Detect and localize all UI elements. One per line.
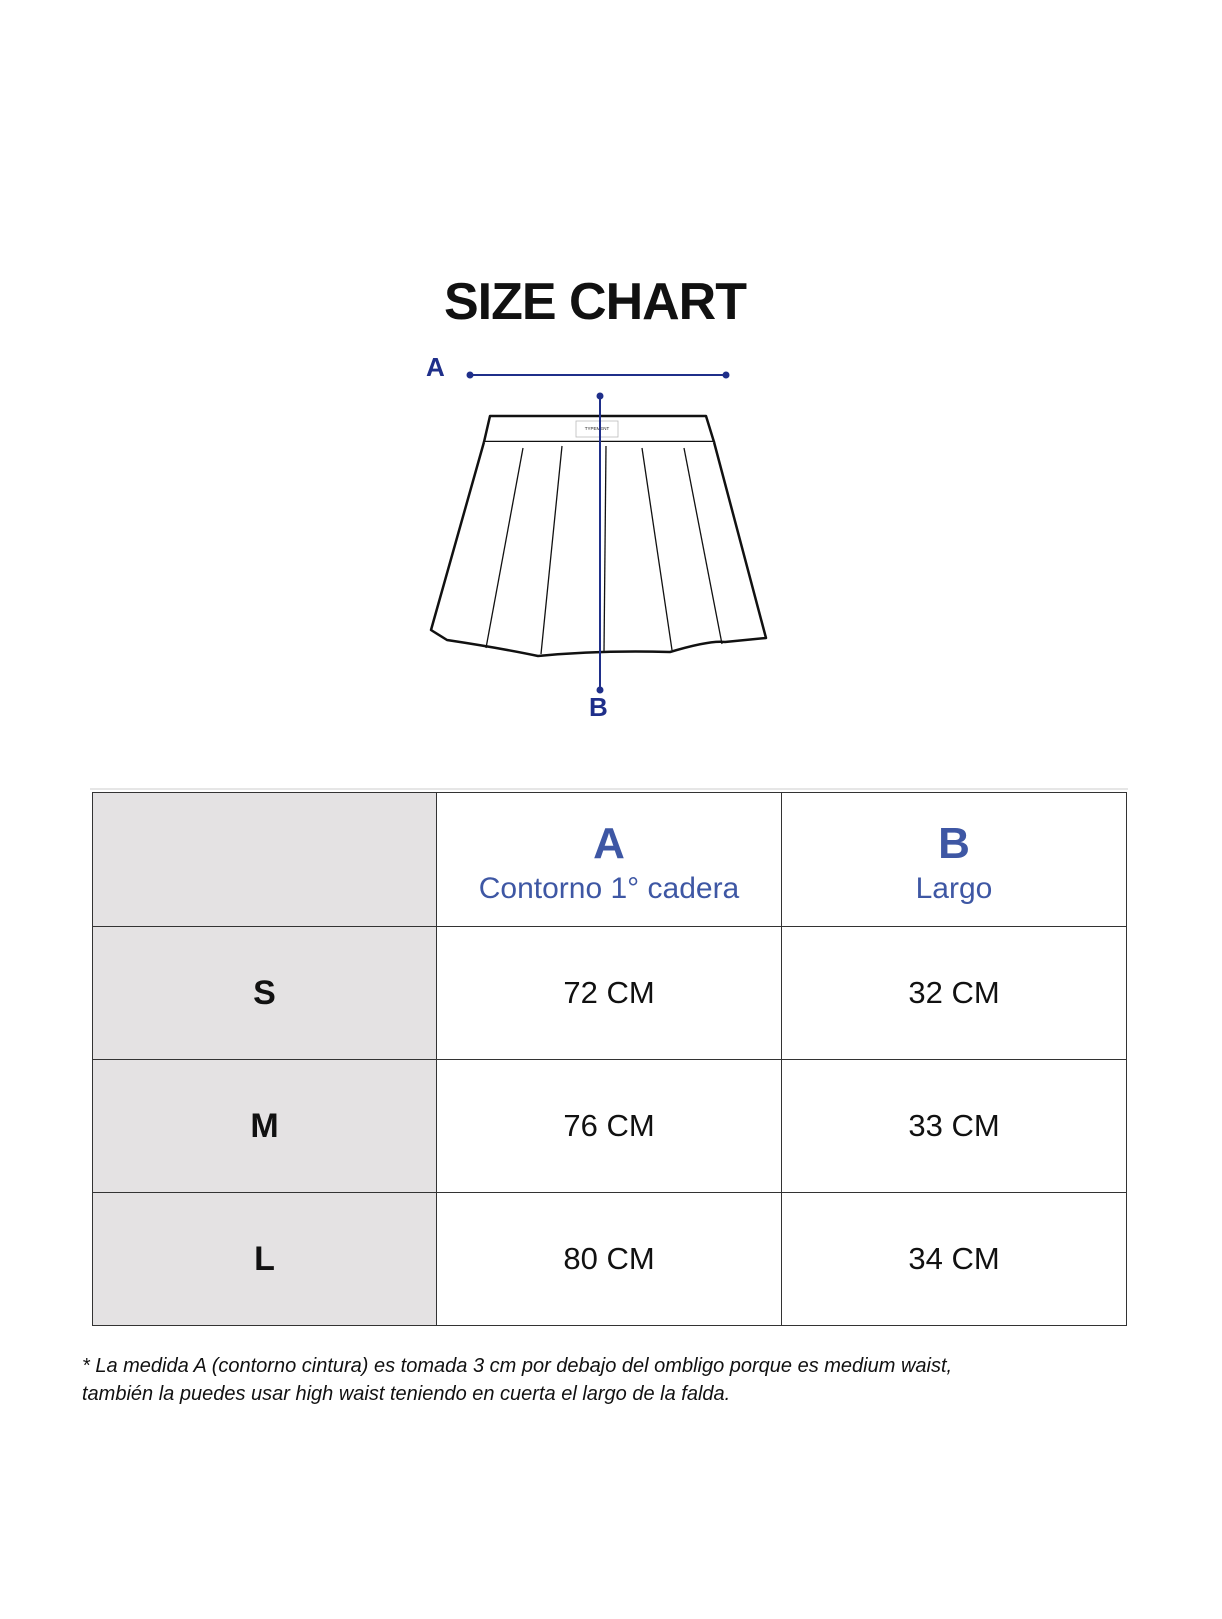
size-label: S — [93, 927, 437, 1060]
measure-label-a: A — [426, 352, 445, 382]
corner-cell — [93, 793, 437, 927]
footnote — [82, 1352, 1162, 1408]
table-header-row — [93, 793, 1127, 927]
brand-tag-text: TYPEMENT — [584, 426, 610, 431]
column-label: Contorno 1° cadera — [478, 871, 740, 905]
value-b: 33 CM — [782, 1060, 1127, 1193]
brand-tag — [576, 421, 618, 437]
skirt-illustration — [431, 416, 766, 656]
measure-line-a — [467, 372, 730, 379]
column-letter: B — [938, 818, 970, 868]
size-table — [92, 792, 1127, 1326]
table-row — [93, 1060, 1127, 1193]
page-title: SIZE CHART — [444, 273, 746, 331]
footnote-line: * La medida A (contorno cintura) es tomada 3 cm por debajo del ombligo porque es medium waist, — [82, 1355, 953, 1377]
divider — [90, 788, 1128, 790]
size-label: L — [93, 1193, 437, 1326]
skirt-diagram — [0, 0, 1222, 760]
column-header-a — [437, 793, 782, 927]
size-label: M — [93, 1060, 437, 1193]
value-a: 80 CM — [437, 1193, 782, 1326]
column-label: Largo — [915, 871, 993, 905]
footnote-line: también la puedes usar high waist teniendo en cuerta el largo de la falda. — [82, 1383, 731, 1405]
column-letter: A — [593, 818, 625, 868]
value-b: 32 CM — [782, 927, 1127, 1060]
value-a: 72 CM — [437, 927, 782, 1060]
table-row — [93, 1193, 1127, 1326]
measure-label-b: B — [589, 692, 608, 722]
value-a: 76 CM — [437, 1060, 782, 1193]
value-b: 34 CM — [782, 1193, 1127, 1326]
table-row — [93, 927, 1127, 1060]
column-header-b — [782, 793, 1127, 927]
